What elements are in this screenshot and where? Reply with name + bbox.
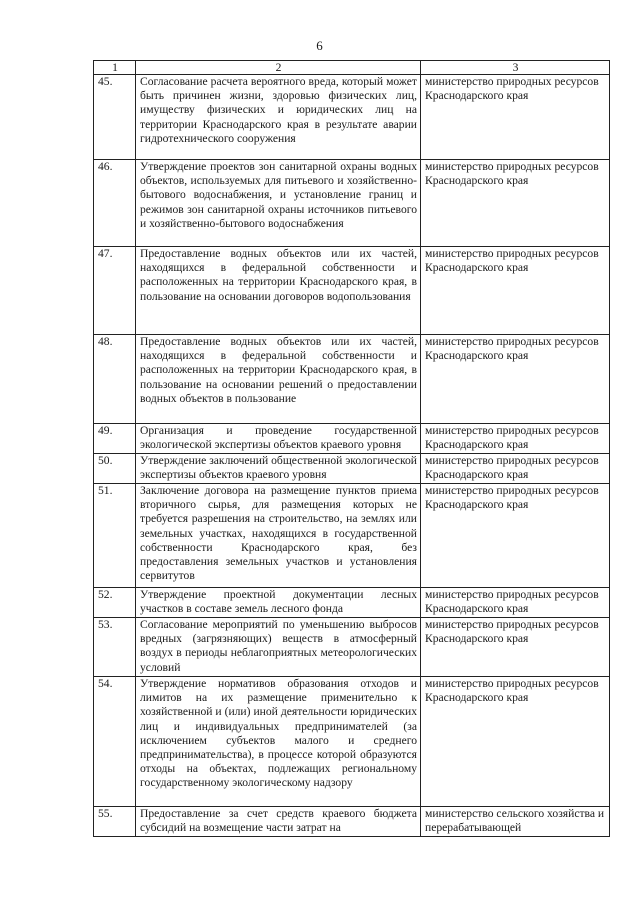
row-number: 53. [94,618,136,677]
row-ministry: министерство природных ресурсов Краснодарского края [421,424,610,454]
table-header-row [94,61,610,75]
row-number: 52. [94,588,136,618]
row-ministry: министерство природных ресурсов Краснодарского края [421,677,610,807]
table-row [94,484,610,588]
row-ministry: министерство природных ресурсов Краснодарского края [421,454,610,484]
row-number: 49. [94,424,136,454]
column-header-ministry: 3 [421,61,610,75]
table-row [94,160,610,247]
row-ministry: министерство природных ресурсов Краснодарского края [421,588,610,618]
row-ministry: министерство природных ресурсов Краснодарского края [421,75,610,160]
table-row [94,618,610,677]
column-header-description: 2 [136,61,421,75]
table-row [94,335,610,424]
row-number: 51. [94,484,136,588]
table-row [94,588,610,618]
row-ministry: министерство природных ресурсов Краснодарского края [421,247,610,335]
row-description: Утверждение проектной документации лесных участков в составе земель лесного фонда [136,588,421,618]
row-description: Утверждение заключений общественной экологической экспертизы объектов краевого уровня [136,454,421,484]
row-ministry: министерство природных ресурсов Краснодарского края [421,160,610,247]
table-row [94,75,610,160]
row-number: 47. [94,247,136,335]
row-number: 45. [94,75,136,160]
table-row [94,424,610,454]
row-number: 54. [94,677,136,807]
row-description: Предоставление за счет средств краевого бюджета субсидий на возмещение части затрат на [136,807,421,837]
row-description: Предоставление водных объектов или их частей, находящихся в федеральной собственности и расположенных на территории Краснодарского края, в пользование на основании договоров водопользования [136,247,421,335]
row-description: Предоставление водных объектов или их частей, находящихся в федеральной собственности и расположенных на территории Краснодарского края, в пользование на основании решений о предоставлении водных объектов в пользование [136,335,421,424]
row-number: 50. [94,454,136,484]
row-description: Согласование мероприятий по уменьшению выбросов вредных (загрязняющих) веществ в атмосферный воздух в периоды неблагоприятных метеорологических условий [136,618,421,677]
row-description: Заключение договора на размещение пунктов приема вторичного сырья, для размещения которых не требуется разрешения на строительство, на землях или земельных участках, находящихся в государственной собственности Краснодарского края, без предоставления земельных участков и установления сервитутов [136,484,421,588]
row-ministry: министерство сельского хозяйства и перерабатывающей [421,807,610,837]
row-number: 55. [94,807,136,837]
row-description: Утверждение проектов зон санитарной охраны водных объектов, используемых для питьевого и хозяйственно-бытового водоснабжения, и установление границ и режимов зон санитарной охраны источников питьевого и хозяйственно-бытового водоснабжения [136,160,421,247]
page-number: 6 [316,38,323,53]
table-row [94,807,610,837]
row-description: Согласование расчета вероятного вреда, который может быть причинен жизни, здоровью физических лиц, имуществу физических и юридических лиц на территории Краснодарского края в результате аварии гидротехнического сооружения [136,75,421,160]
services-table [93,60,610,837]
row-description: Организация и проведение государственной экологической экспертизы объектов краевого уровня [136,424,421,454]
table-row [94,454,610,484]
table-row [94,677,610,807]
row-ministry: министерство природных ресурсов Краснодарского края [421,484,610,588]
row-number: 48. [94,335,136,424]
row-ministry: министерство природных ресурсов Краснодарского края [421,618,610,677]
column-header-number: 1 [94,61,136,75]
row-ministry: министерство природных ресурсов Краснодарского края [421,335,610,424]
row-description: Утверждение нормативов образования отходов и лимитов на их размещение применительно к хозяйственной и (или) иной деятельности юридических лиц и индивидуальных предпринимателей (за исключением субъектов малого и среднего предпринимательства), в процессе которой образуются отходы на объектах, подлежащих региональному государственному экологическому надзору [136,677,421,807]
table-row [94,247,610,335]
row-number: 46. [94,160,136,247]
